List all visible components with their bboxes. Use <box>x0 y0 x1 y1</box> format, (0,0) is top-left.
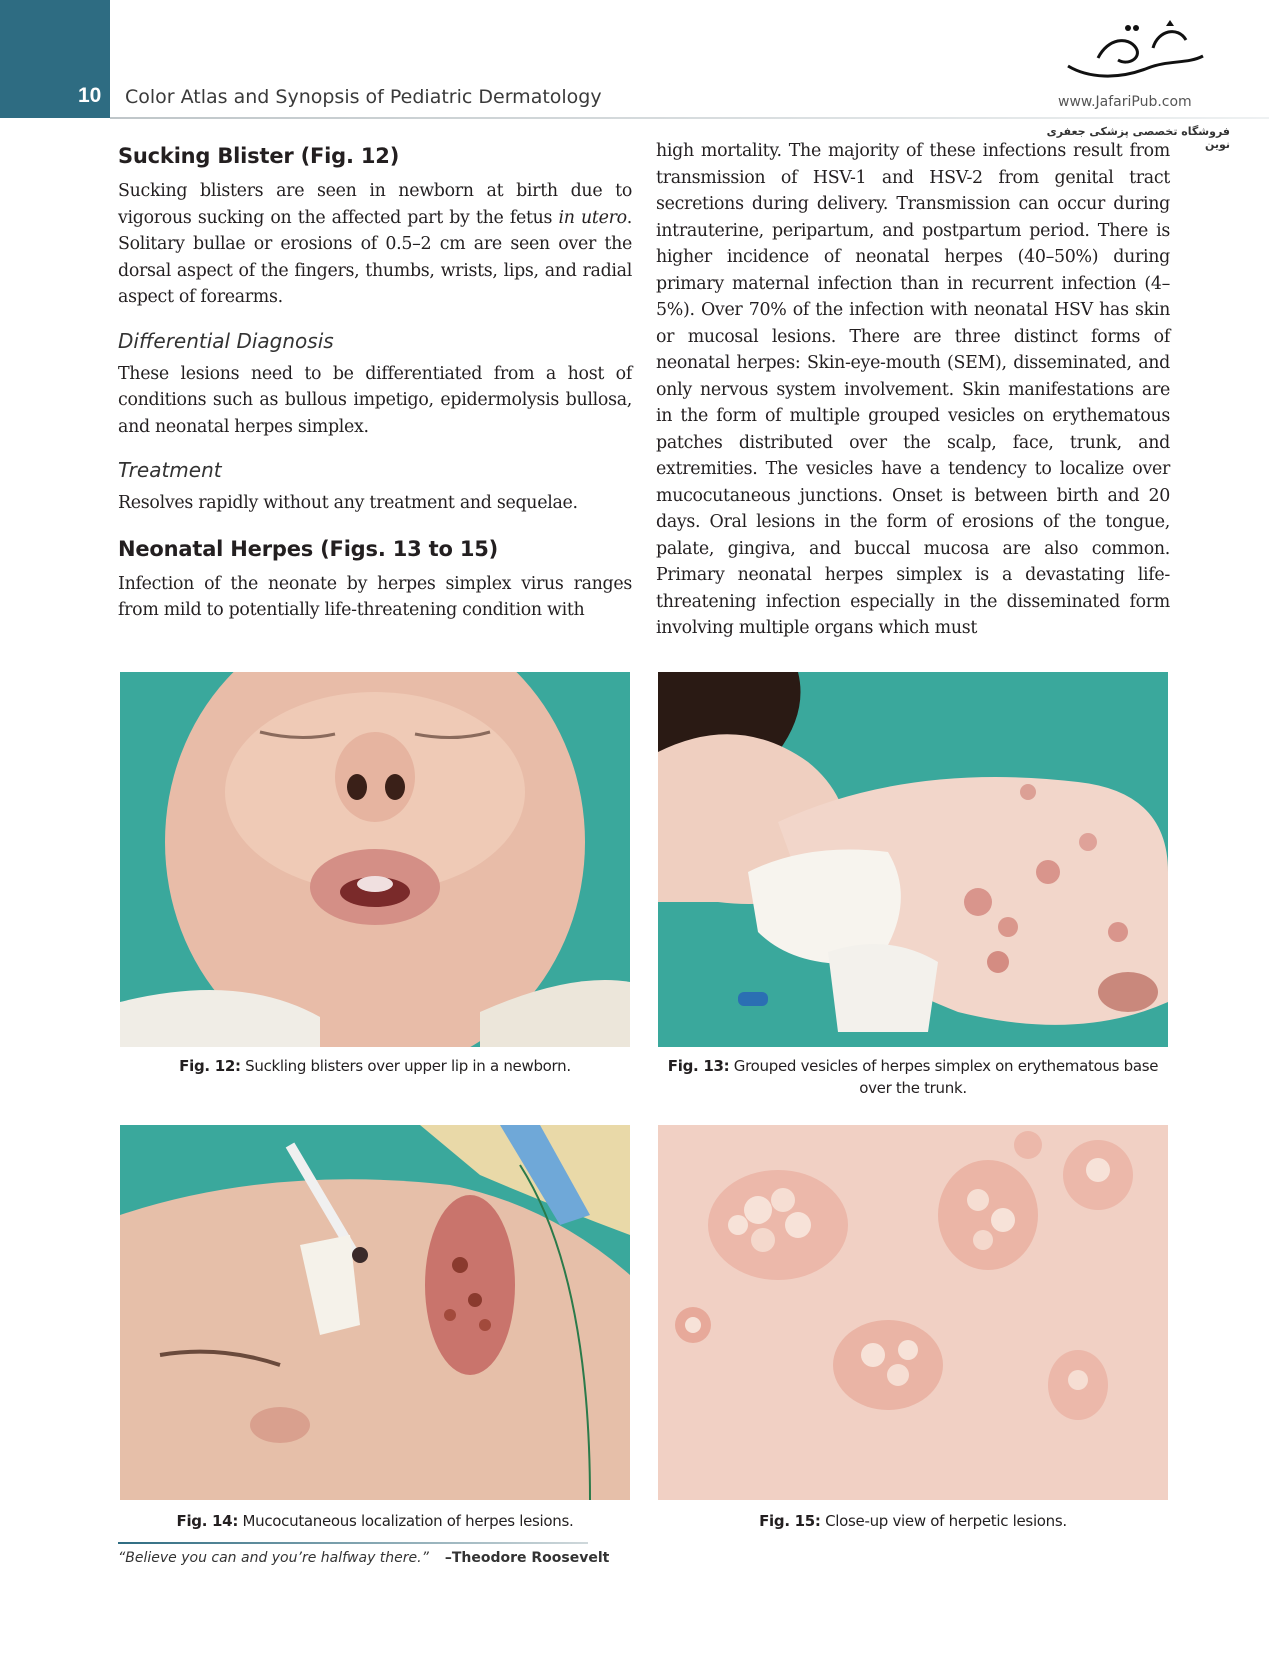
figure-13-photo <box>658 672 1168 1047</box>
header-rule <box>110 117 1269 119</box>
figure-13-caption: Fig. 13: Grouped vesicles of herpes simplex on erythematous base over the trunk. <box>667 1057 1159 1097</box>
figure-15-caption: Fig. 15: Close-up view of herpetic lesions. <box>759 1512 1067 1530</box>
quote-author: –Theodore Roosevelt <box>444 1550 610 1566</box>
book-title: Color Atlas and Synopsis of Pediatric Dermatology <box>125 86 602 108</box>
subsection-title-differential-diagnosis: Differential Diagnosis <box>118 328 334 353</box>
quote-rule <box>118 1542 588 1544</box>
page-number: 10 <box>78 84 102 107</box>
quote-text: “Believe you can and you’re halfway there.” <box>118 1550 429 1566</box>
publisher-subtitle: فروشگاه تخصصی پزشکی جعفری نوین <box>1046 125 1230 151</box>
neonatal-herpes-continued-paragraph: high mortality. The majority of these infections result from transmission of HSV-1 and HSV-2 from genital tract secretions during delivery. Transmission can occur during intrauterine, peripartum, and postpartum period. There is higher incidence of neonatal herpes (40–50%) during primary maternal infection than in recurrent infection (4–5%). Over 70% of the infection with neonatal HSV has skin or mucosal lesions. There are three distinct forms of neonatal herpes: Skin-eye-mouth (SEM), disseminated, and only nervous system involvement. Skin manifestations are in the form of multiple grouped vesicles on erythematous patches distributed over the scalp, face, trunk, and extremities. The vesicles have a tendency to localize over mucocutaneous junctions. Onset is between birth and 20 days. Oral lesions in the form of erosions of the tongue, palate, gingiva, and buccal mucosa are also common. Primary neonatal herpes simplex is a devastating life-threatening infection especially in the disseminated form involving multiple organs which must <box>656 141 1170 638</box>
sucking-blister-paragraph: Sucking blisters are seen in newborn at birth due to vigorous sucking on the affected part by the fetus in utero. Solitary bullae or erosions of 0.5–2 cm are seen over the dorsal aspect of the fingers, thumbs, wrists, lips, and radial aspect of forearms. <box>118 181 632 307</box>
figure-12-caption: Fig. 12: Suckling blisters over upper lip in a newborn. <box>179 1057 571 1075</box>
section-title-neonatal-herpes: Neonatal Herpes (Figs. 13 to 15) <box>118 536 499 561</box>
subsection-title-treatment: Treatment <box>118 458 222 482</box>
figure-14-caption: Fig. 14: Mucocutaneous localization of herpes lesions. <box>176 1512 574 1530</box>
publisher-logo-icon <box>1058 18 1208 90</box>
publisher-url: www.JafariPub.com <box>1058 94 1192 110</box>
footer-quote <box>118 1550 609 1566</box>
figure-15-photo <box>658 1125 1168 1500</box>
neonatal-herpes-paragraph: Infection of the neonate by herpes simplex virus ranges from mild to potentially life-threatening condition with <box>118 573 632 620</box>
right-column <box>656 138 1170 642</box>
treatment-paragraph: Resolves rapidly without any treatment and sequelae. <box>118 493 578 513</box>
section-title-sucking-blister: Sucking Blister (Fig. 12) <box>118 144 400 168</box>
figure-12-photo <box>120 672 630 1047</box>
figure-14-photo <box>120 1125 630 1500</box>
differential-diagnosis-paragraph: These lesions need to be differentiated from a host of conditions such as bullous impetigo, epidermolysis bullosa, and neonatal herpes simplex. <box>118 363 632 437</box>
left-column <box>118 140 632 624</box>
